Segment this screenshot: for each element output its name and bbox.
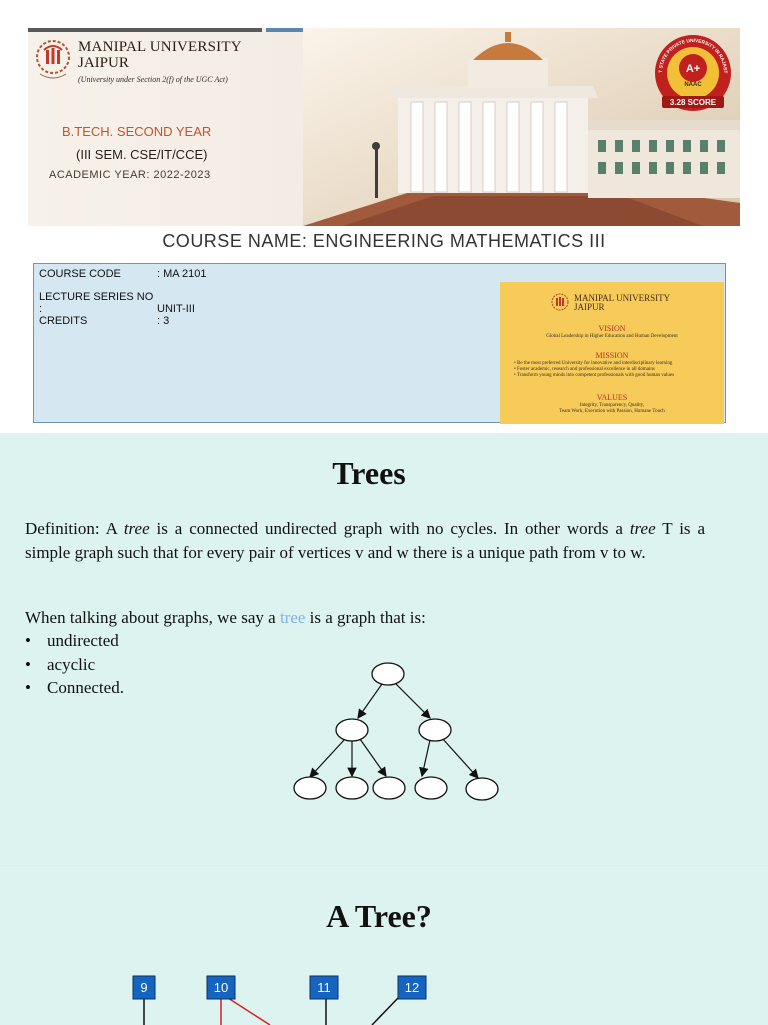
- graph-node: [207, 976, 235, 999]
- card-university-city: JAIPUR: [574, 302, 605, 312]
- tree-properties-intro: [25, 608, 426, 628]
- intro-text: is a graph that is:: [305, 608, 426, 627]
- slide-title: Trees: [332, 455, 406, 491]
- list-item-text: undirected: [47, 631, 119, 650]
- credits-row: [39, 315, 169, 327]
- definition-text: is a connected undirected graph with no cycles. In other words a: [149, 519, 630, 538]
- tree-diagram: [290, 658, 500, 808]
- course-code-value: : MA 2101: [157, 268, 207, 280]
- mission-item: • Foster academic, research and professional excellence in all domains: [514, 367, 655, 372]
- card-university-name: MANIPAL UNIVERSITY: [574, 293, 671, 303]
- tree-node: [415, 777, 447, 799]
- header-banner: [28, 28, 740, 226]
- tree-properties-list: [25, 631, 124, 702]
- mission-heading: MISSION: [595, 351, 629, 360]
- node-label: 10: [213, 980, 229, 995]
- lecture-series-label: LECTURE SERIES NO :: [39, 291, 154, 315]
- values-heading: VALUES: [596, 393, 628, 402]
- university-logo-icon: [550, 292, 570, 314]
- slide-title: A Tree?: [326, 898, 432, 934]
- graph-node: [310, 976, 338, 999]
- university-name: MANIPAL UNIVERSITY: [78, 39, 242, 55]
- banner-top-bar: [28, 28, 262, 32]
- a-tree-slide: [0, 865, 768, 1025]
- tree-node: [294, 777, 326, 799]
- node-label: 11: [317, 980, 331, 995]
- tree-node: [336, 719, 368, 741]
- tree-node: [372, 663, 404, 685]
- university-emblem-icon: [34, 38, 72, 84]
- badge-ring-text: T STATE PRIVATE UNIVERSITY IN RAJAST: [658, 38, 728, 74]
- list-item: • Connected.: [25, 678, 124, 697]
- tree-node: [466, 778, 498, 800]
- tree-node: [419, 719, 451, 741]
- university-subtitle: (University under Section 2(f) of the UGC Act): [78, 75, 228, 84]
- definition-emphasis: tree: [629, 519, 656, 538]
- mission-item: • Transform young minds into competent professionals with good human values: [514, 373, 675, 378]
- course-code-label: COURSE CODE: [39, 268, 121, 280]
- graph-node: [133, 976, 155, 999]
- title-slide: [0, 0, 768, 433]
- badge-grade: A+: [685, 63, 701, 75]
- course-name-heading: COURSE NAME: ENGINEERING MATHEMATICS III: [162, 231, 606, 251]
- list-item: • undirected: [25, 631, 119, 650]
- list-item: • acyclic: [25, 654, 96, 674]
- credits-value: : 3: [157, 315, 170, 327]
- definition-text: T is a simple graph such that for every pair of vertices v and w there is a unique path from v to w.: [25, 519, 706, 562]
- lecture-series-value: UNIT-III: [157, 303, 195, 315]
- lecture-series-row: [39, 291, 195, 315]
- node-label: 12: [404, 980, 420, 995]
- mission-item: • Be the most preferred University for innovative and interdisciplinary learning: [514, 361, 673, 366]
- tree-node: [373, 777, 405, 799]
- intro-text: When talking about graphs, we say a: [25, 608, 280, 627]
- naac-badge-icon: [652, 32, 734, 114]
- list-item-text: Connected.: [47, 678, 124, 697]
- program-title: B.TECH. SECOND YEAR: [62, 124, 212, 139]
- university-city: JAIPUR: [78, 55, 129, 71]
- badge-score: 3.28 SCORE: [669, 98, 717, 107]
- credits-label: CREDITS: [39, 315, 88, 327]
- tree-node: [336, 777, 368, 799]
- list-item-text: acyclic: [47, 654, 96, 674]
- badge-agency: NAAC: [684, 82, 702, 88]
- vision-mission-card: [500, 282, 724, 424]
- graph-node: [398, 976, 426, 999]
- tree-edges: [310, 684, 478, 778]
- vision-heading: VISION: [598, 324, 626, 333]
- values-text: Team Work, Execution with Passion, Humane Touch: [559, 409, 665, 414]
- trees-slide: [0, 433, 768, 865]
- tree-link[interactable]: tree: [279, 608, 306, 627]
- definition-text: Definition: A: [25, 519, 124, 538]
- values-text: Integrity, Transparency, Quality,: [579, 403, 645, 408]
- vision-text: Global Leadership in Higher Education and Human Development: [546, 334, 678, 339]
- academic-year: ACADEMIC YEAR: 2022-2023: [49, 169, 211, 181]
- tree-definition: [25, 517, 705, 565]
- definition-emphasis: tree: [123, 519, 150, 538]
- course-code-row: [39, 268, 207, 280]
- node-label: 9: [140, 980, 148, 995]
- graph-edges: [144, 998, 398, 1025]
- graph-diagram: [0, 966, 768, 1025]
- semester-label: (III SEM. CSE/IT/CCE): [76, 147, 208, 162]
